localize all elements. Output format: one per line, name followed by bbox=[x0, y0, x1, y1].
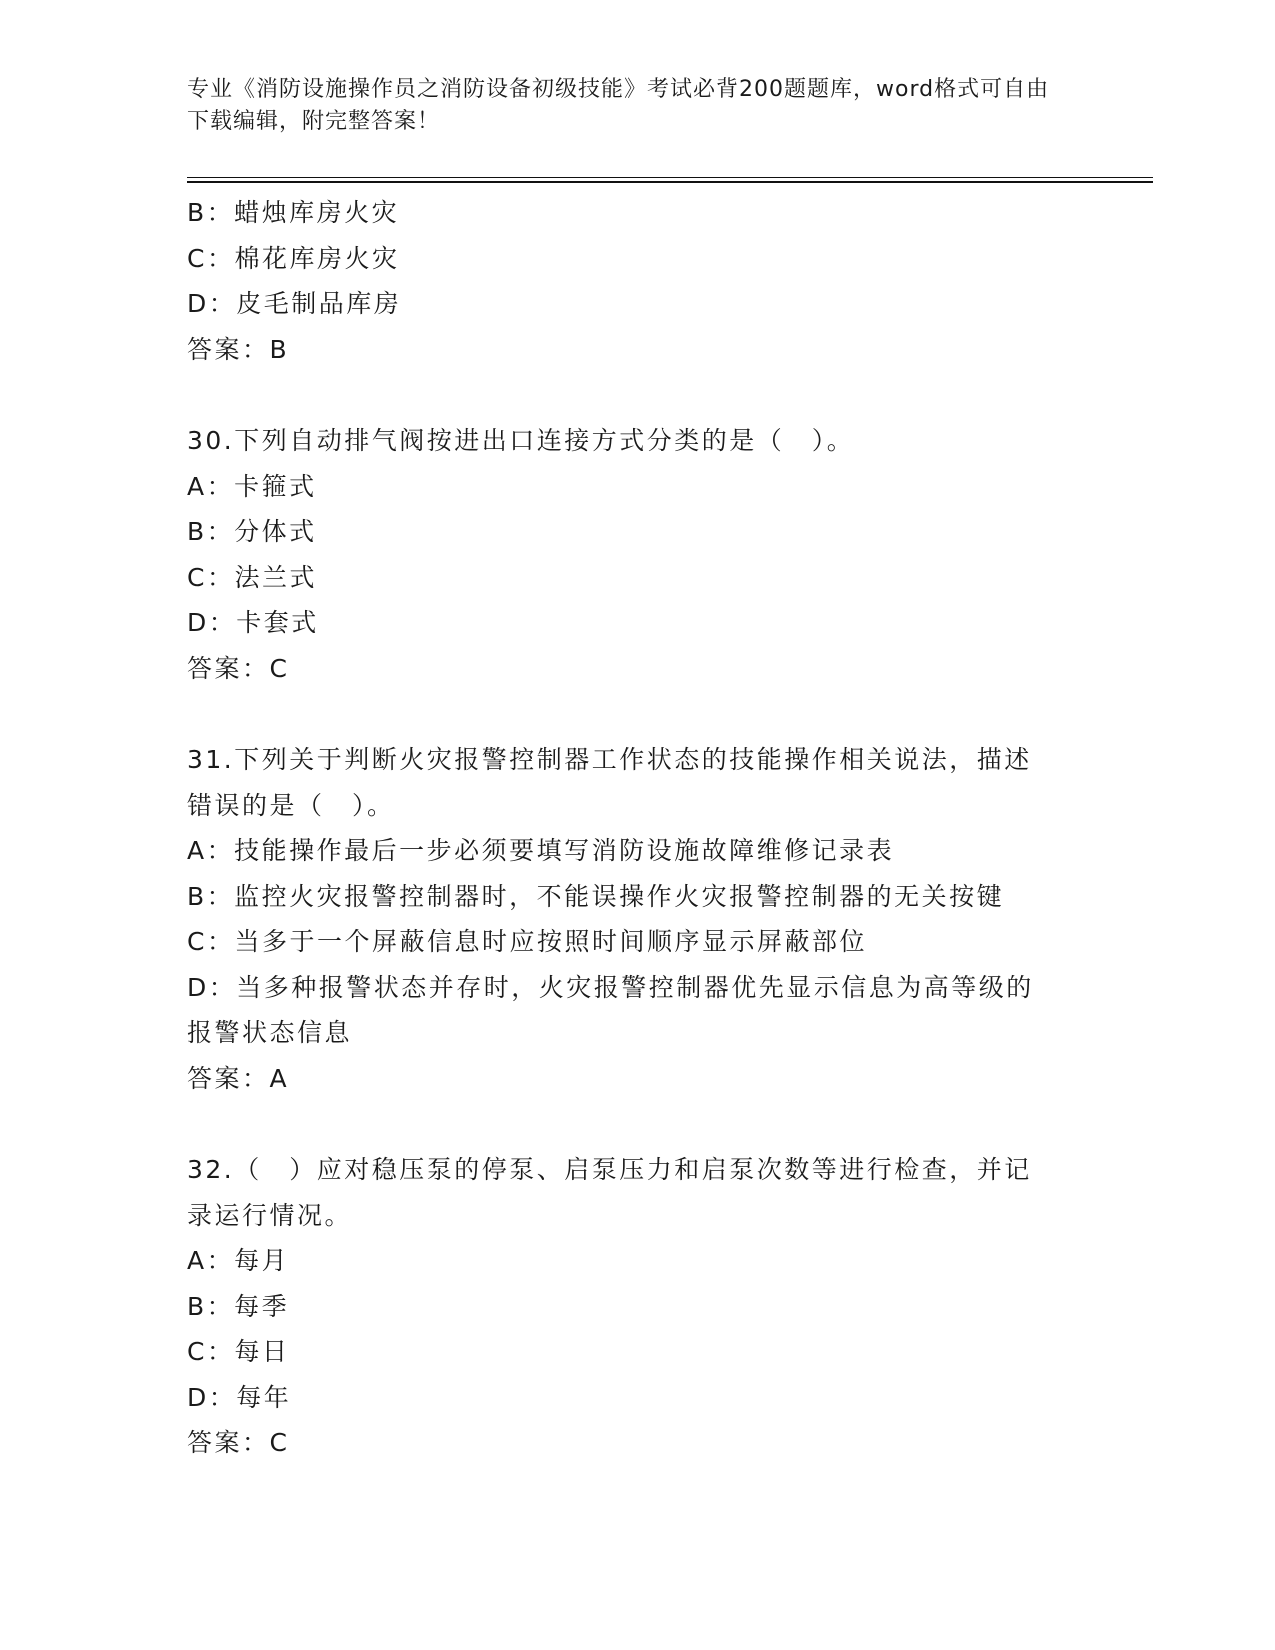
answer-line: 答案：C bbox=[187, 1428, 290, 1457]
header-divider-thin bbox=[187, 177, 1153, 178]
option-c: C：法兰式 bbox=[187, 562, 317, 592]
option-a: A：每月 bbox=[187, 1246, 290, 1275]
header-divider-thick bbox=[187, 181, 1153, 183]
spacer bbox=[187, 372, 1087, 418]
option-d: D：每年 bbox=[187, 1382, 292, 1412]
question-stem: 30.下列自动排气阀按进出口连接方式分类的是（ ）。 bbox=[187, 426, 855, 455]
answer-line: 答案：C bbox=[187, 653, 290, 683]
document-body bbox=[187, 190, 1087, 1466]
option-b: B：每季 bbox=[187, 1291, 290, 1321]
option-b: B：监控火灾报警控制器时，不能误操作火灾报警控制器的无关按键 bbox=[187, 881, 1005, 911]
page-header: 专业《消防设施操作员之消防设备初级技能》考试必背200题题库，word格式可自由下载编辑，附完整答案！ bbox=[187, 77, 1050, 134]
question-block-previous bbox=[187, 190, 1087, 372]
option-d: D：卡套式 bbox=[187, 608, 319, 637]
answer-line: 答案：B bbox=[187, 334, 290, 364]
option-c: C：每日 bbox=[187, 1337, 290, 1366]
question-30 bbox=[187, 418, 1087, 691]
option-b: B：蜡烛库房火灾 bbox=[187, 198, 400, 227]
question-31 bbox=[187, 737, 1087, 1101]
option-a: A：卡箍式 bbox=[187, 471, 317, 501]
spacer bbox=[187, 691, 1087, 737]
question-stem: 31.下列关于判断火灾报警控制器工作状态的技能操作相关说法，描述错误的是（ ）。 bbox=[187, 745, 1032, 820]
question-32 bbox=[187, 1147, 1087, 1466]
answer-line: 答案：A bbox=[187, 1063, 290, 1093]
option-d: D：当多种报警状态并存时，火灾报警控制器优先显示信息为高等级的报警状态信息 bbox=[187, 972, 1034, 1047]
option-d: D：皮毛制品库房 bbox=[187, 289, 402, 318]
option-c: C：棉花库房火灾 bbox=[187, 243, 400, 273]
option-a: A：技能操作最后一步必须要填写消防设施故障维修记录表 bbox=[187, 836, 895, 865]
option-c: C：当多于一个屏蔽信息时应按照时间顺序显示屏蔽部位 bbox=[187, 927, 867, 956]
option-b: B：分体式 bbox=[187, 517, 317, 546]
question-stem: 32.（ ）应对稳压泵的停泵、启泵压力和启泵次数等进行检查，并记录运行情况。 bbox=[187, 1155, 1032, 1230]
spacer bbox=[187, 1101, 1087, 1147]
